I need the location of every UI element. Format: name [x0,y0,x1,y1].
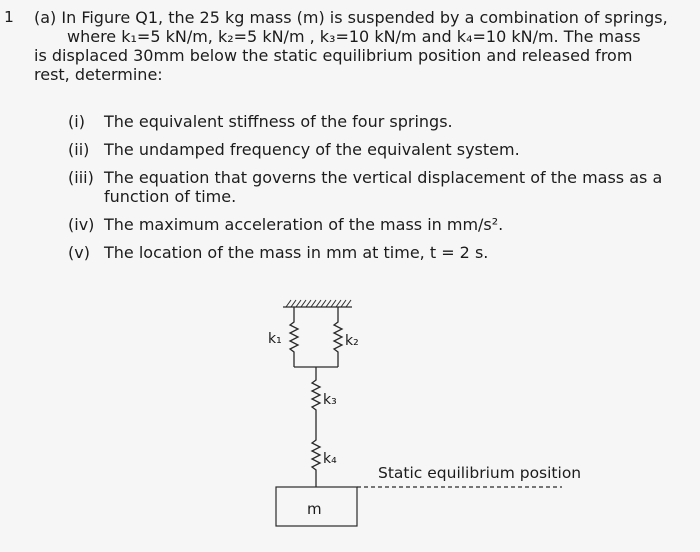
intro-line-3: is displaced 30mm below the static equilibrium position and released from [34,46,633,65]
part-text: The location of the mass in mm at time, t = 2 s. [104,243,489,262]
part-number: (i) [68,112,85,131]
k2-label: k₂ [345,333,359,349]
part-number: (iii) [68,168,94,187]
k1-label: k₁ [268,331,282,347]
part-number: (v) [68,243,90,262]
spring-k4 [312,428,320,487]
static-equilibrium-label: Static equilibrium position [378,464,582,482]
part-number: (iv) [68,215,95,234]
mass-label: m [307,500,322,518]
spring-k2 [334,307,342,367]
part-text: The equation that governs the vertical displacement of the mass as a function of time. [104,168,663,206]
part-text: The equivalent stiffness of the four springs. [104,112,453,131]
spring-k3 [312,367,320,428]
part-text: The maximum acceleration of the mass in mm/s². [104,215,504,234]
intro-line-4: rest, determine: [34,65,163,84]
spring-k1 [290,307,298,367]
k4-label: k₄ [323,451,337,467]
part-text: The undamped frequency of the equivalent system. [104,140,520,159]
ceiling-hatch [286,300,351,307]
part-number: (ii) [68,140,90,159]
intro-line-2: where k₁=5 kN/m, k₂=5 kN/m , k₃=10 kN/m and k₄=10 kN/m. The mass [67,27,641,46]
k3-label: k₃ [323,392,337,408]
question-number: 1 [4,8,14,26]
intro-line-1: (a) In Figure Q1, the 25 kg mass (m) is suspended by a combination of springs, [34,8,668,27]
